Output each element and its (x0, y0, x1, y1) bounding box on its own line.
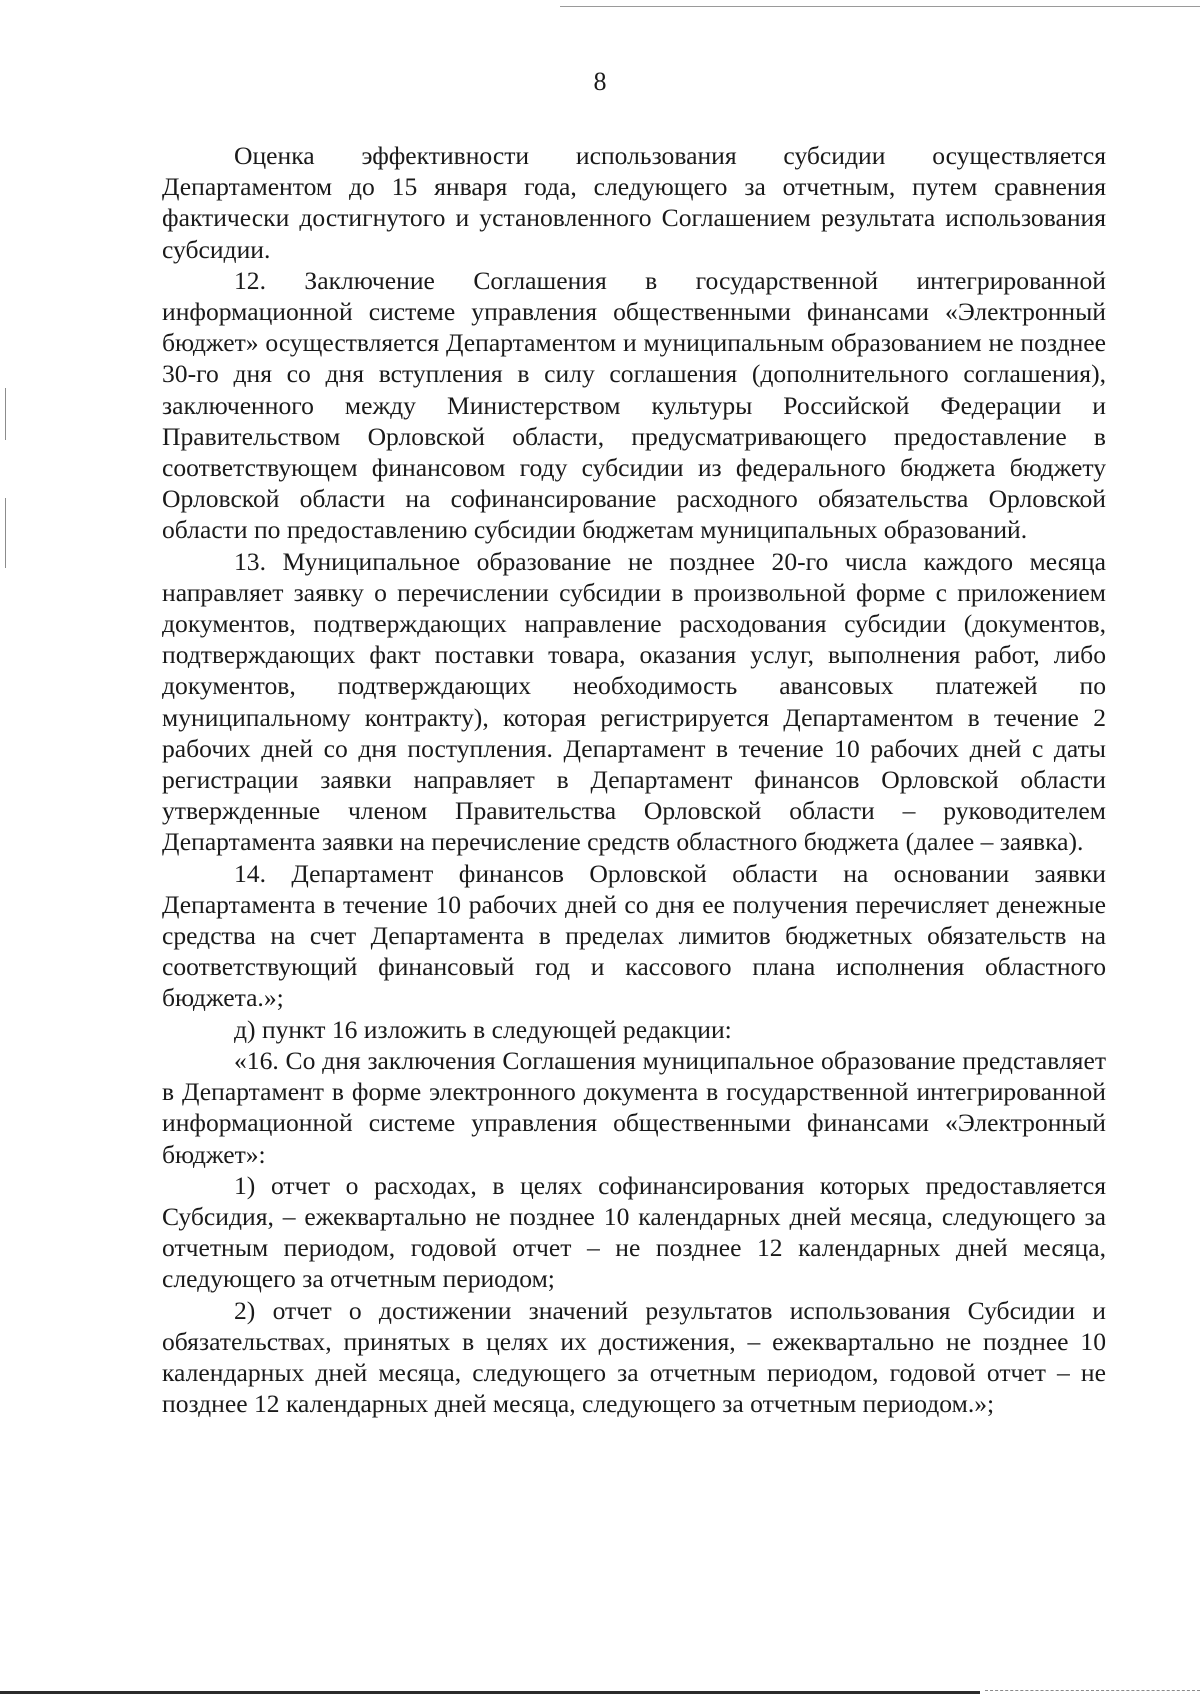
scan-edge-mark (5, 388, 6, 440)
paragraph-subitem-1: 1) отчет о расходах, в целях софинансирования которых предоставляется Субсидия, – ежеквартально не позднее 10 календарных дней месяца, следующего за отчетным периодом, годовой отчет – не позднее 12 календарных дней месяца, следующего за отчетным периодом; (162, 1170, 1106, 1294)
paragraph-efficiency-assessment: Оценка эффективности использования субсидии осуществляется Департаментом до 15 января года, следующего за отчетным, путем сравнения фактически достигнутого и установленного Соглашением результата использования субсидии. (162, 141, 1106, 264)
paragraph-item-16: «16. Со дня заключения Соглашения муниципальное образование представляет в Департамент в форме электронного документа в государственной интегрированной информационной системе управления общественными финансами «Электронный бюджет»: (162, 1045, 1106, 1169)
scan-edge-top (560, 6, 1200, 7)
paragraph-item-13: 13. Муниципальное образование не позднее 20-го числа каждого месяца направляет заявку о перечислении субсидии в произвольной форме с приложением документов, подтверждающих направление расходования субсидии (документов, подтверждающих факт поставки товара, оказания услуг, выполнения работ, либо документов, подтверждающих необходимость авансовых платежей по муниципальному контракту), которая регистрируется Департаментом в течение 2 рабочих дней со дня поступления. Департамент в течение 10 рабочих дней с даты регистрации заявки направляет в Департамент финансов Орловской области утвержденные членом Правительства Орловской области – руководителем Департамента заявки на перечисление средств областного бюджета (далее – заявка). (162, 546, 1106, 857)
scan-edge-bottom (0, 1691, 980, 1694)
paragraph-subitem-2: 2) отчет о достижении значений результатов использования Субсидии и обязательствах, принятых в целях их достижения, – ежеквартально не позднее 10 календарных дней месяца, следующего за отчетным периодом, годовой отчет – не позднее 12 календарных дней месяца, следующего за отчетным периодом.»; (162, 1295, 1106, 1419)
scan-edge-bottom-dashed (985, 1690, 1200, 1692)
paragraph-amendment-d: д) пункт 16 изложить в следующей редакции: (234, 1014, 732, 1044)
paragraph-item-12: 12. Заключение Соглашения в государственной интегрированной информационной системе управления общественными финансами «Электронный бюджет» осуществляется Департаментом и муниципальным образованием не позднее 30-го дня со дня вступления в силу соглашения (дополнительного соглашения), заключенного между Министерством культуры Российской Федерации и Правительством Орловской области, предусматривающего предоставление в соответствующем финансовом году субсидии из федерального бюджета бюджету Орловской области на софинансирование расходного обязательства Орловской области по предоставлению субсидии бюджетам муниципальных образований. (162, 265, 1106, 545)
scan-edge-mark (5, 498, 6, 568)
document-body (162, 140, 1106, 1419)
paragraph-item-14: 14. Департамент финансов Орловской области на основании заявки Департамента в течение 10 рабочих дней со дня ее получения перечисляет денежные средства на счет Департамента в пределах лимитов бюджетных обязательств на соответствующий финансовый год и кассового плана исполнения областного бюджета.»; (162, 858, 1106, 1013)
page-number: 8 (593, 67, 607, 96)
